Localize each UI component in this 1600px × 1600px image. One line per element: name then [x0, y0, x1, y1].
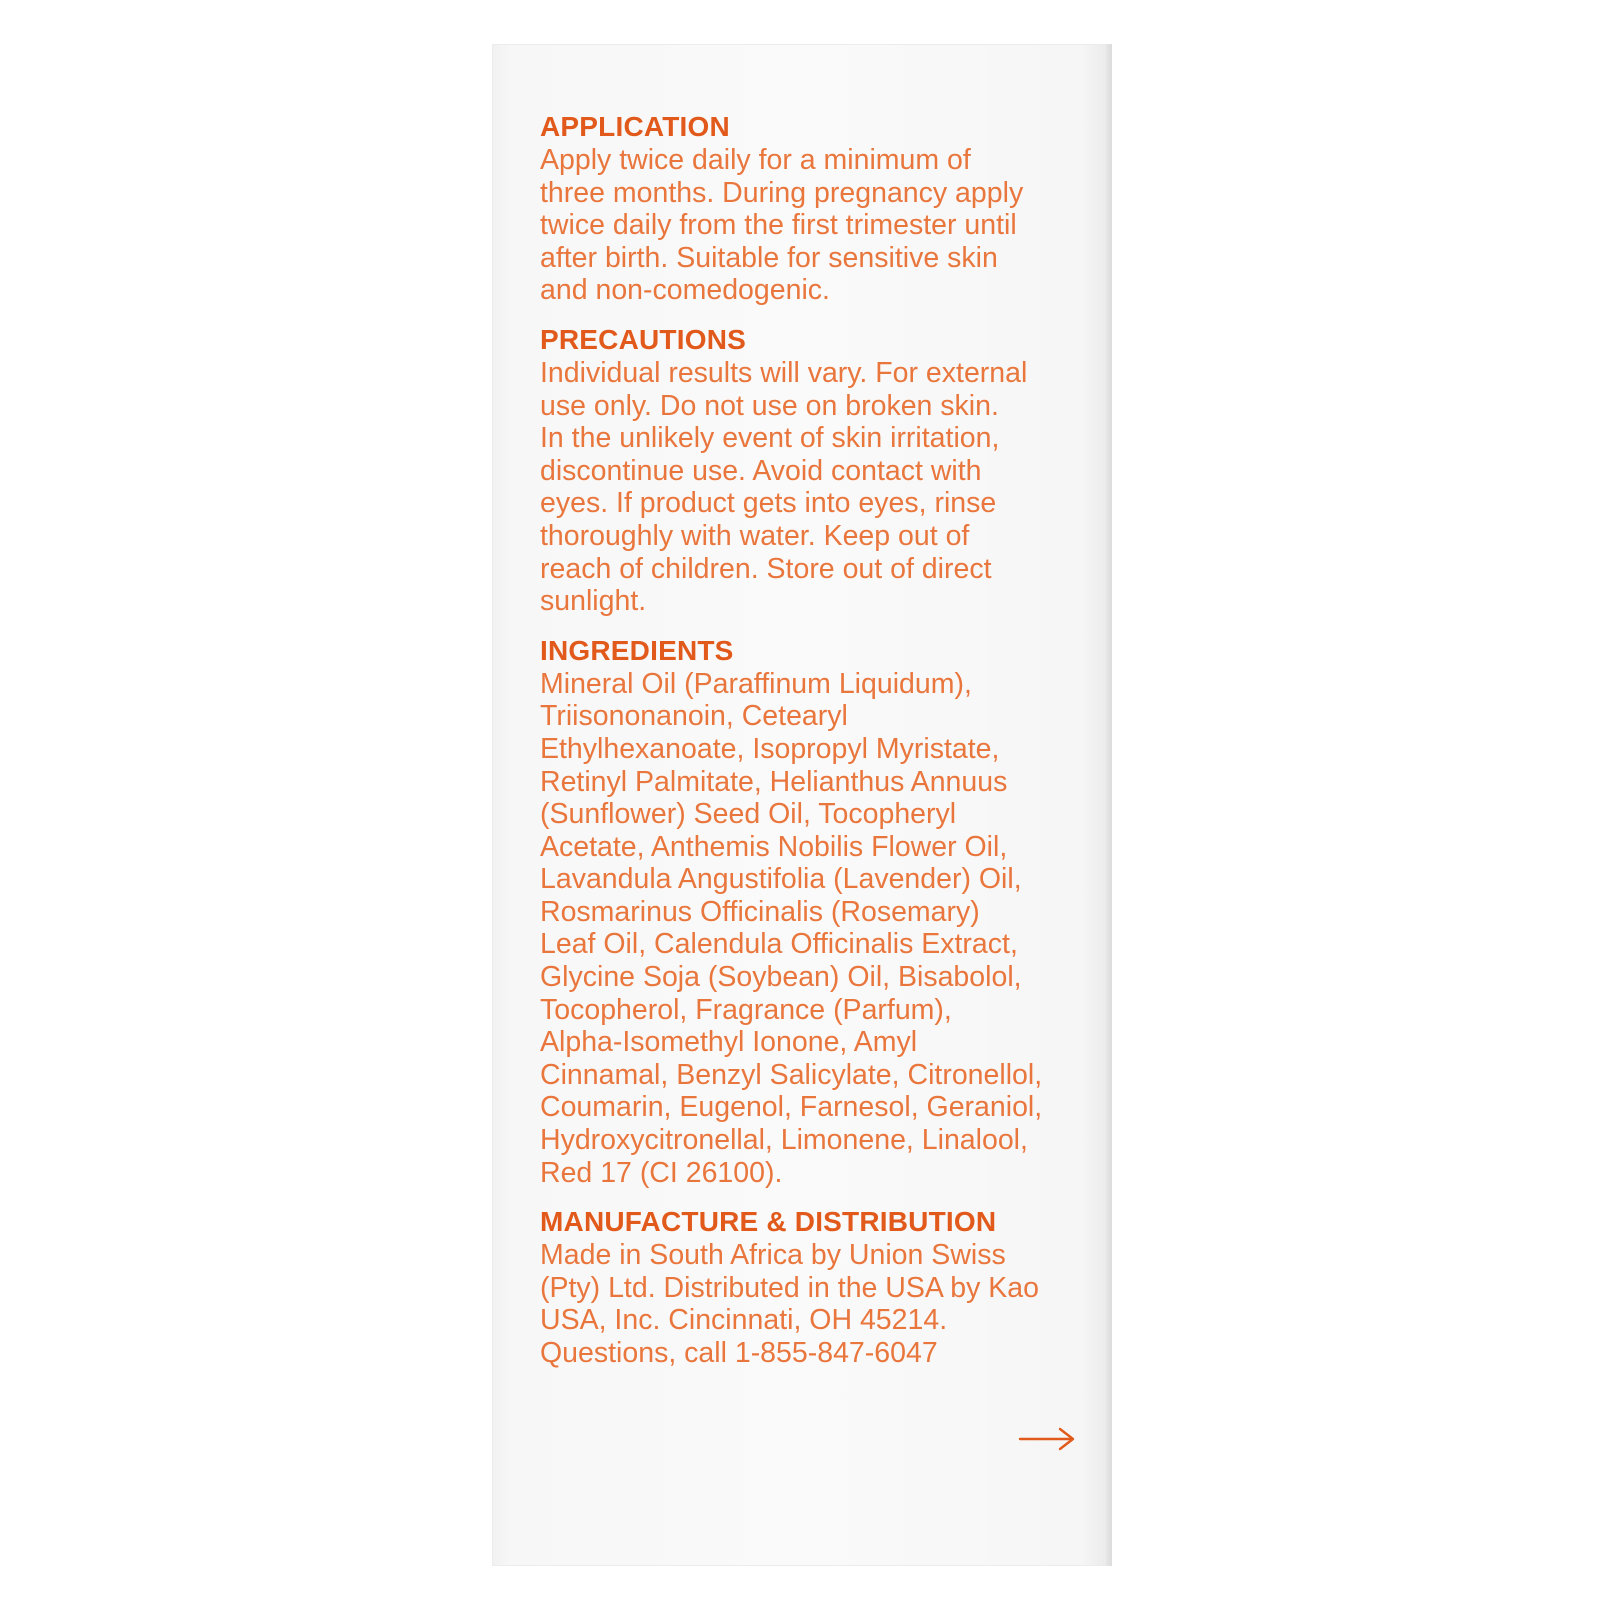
section-ingredients	[540, 634, 1080, 1190]
section-precautions	[540, 323, 1080, 618]
text-ingredients: Mineral Oil (Paraffinum Liquidum), Triisononanoin, Cetearyl Ethylhexanoate, Isopropyl Myristate, Retinyl Palmitate, Helianthus Annuus (Sunflower) Seed Oil, Tocopheryl Acetate, Anthemis Nobilis Flower Oil, Lavandula Angustifolia (Lavender) Oil, Rosmarinus Officinalis (Rosemary) Leaf Oil, Calendula Officinalis Extract, Glycine Soja (Soybean) Oil, Bisabolol, Tocopherol, Fragrance (Parfum), Alpha-Isomethyl Ionone, Amyl Cinnamal, Benzyl Salicylate, Citronellol, Coumarin, Eugenol, Farnesol, Geraniol, Hydroxycitronellal, Limonene, Linalool, Red 17 (CI 26100).	[540, 667, 1043, 1189]
label-text	[540, 110, 1080, 1386]
box-edge	[1106, 44, 1112, 1566]
text-precautions: Individual results will vary. For external use only. Do not use on broken skin. In the unlikely event of skin irritation, discontinue use. Avoid contact with eyes. If product gets into eyes, rinse thoroughly with water. Keep out of reach of children. Store out of direct sunlight.	[540, 356, 1028, 618]
section-application	[540, 110, 1080, 307]
heading-application: APPLICATION	[540, 111, 730, 142]
heading-precautions: PRECAUTIONS	[540, 323, 746, 355]
heading-manufacture: MANUFACTURE & DISTRIBUTION	[540, 1206, 997, 1238]
text-application: Apply twice daily for a minimum of three months. During pregnancy apply twice daily from the first trimester until after birth. Suitable for sensitive skin and non-comedogenic.	[540, 144, 1024, 307]
text-manufacture: Made in South Africa by Union Swiss (Pty) Ltd. Distributed in the USA by Kao USA, Inc. Cincinnati, OH 45214. Questions, call 1-855-847-6047	[540, 1239, 1039, 1369]
heading-ingredients: INGREDIENTS	[540, 634, 734, 666]
arrow-right-icon	[1018, 1426, 1076, 1452]
section-manufacture	[540, 1205, 1080, 1369]
